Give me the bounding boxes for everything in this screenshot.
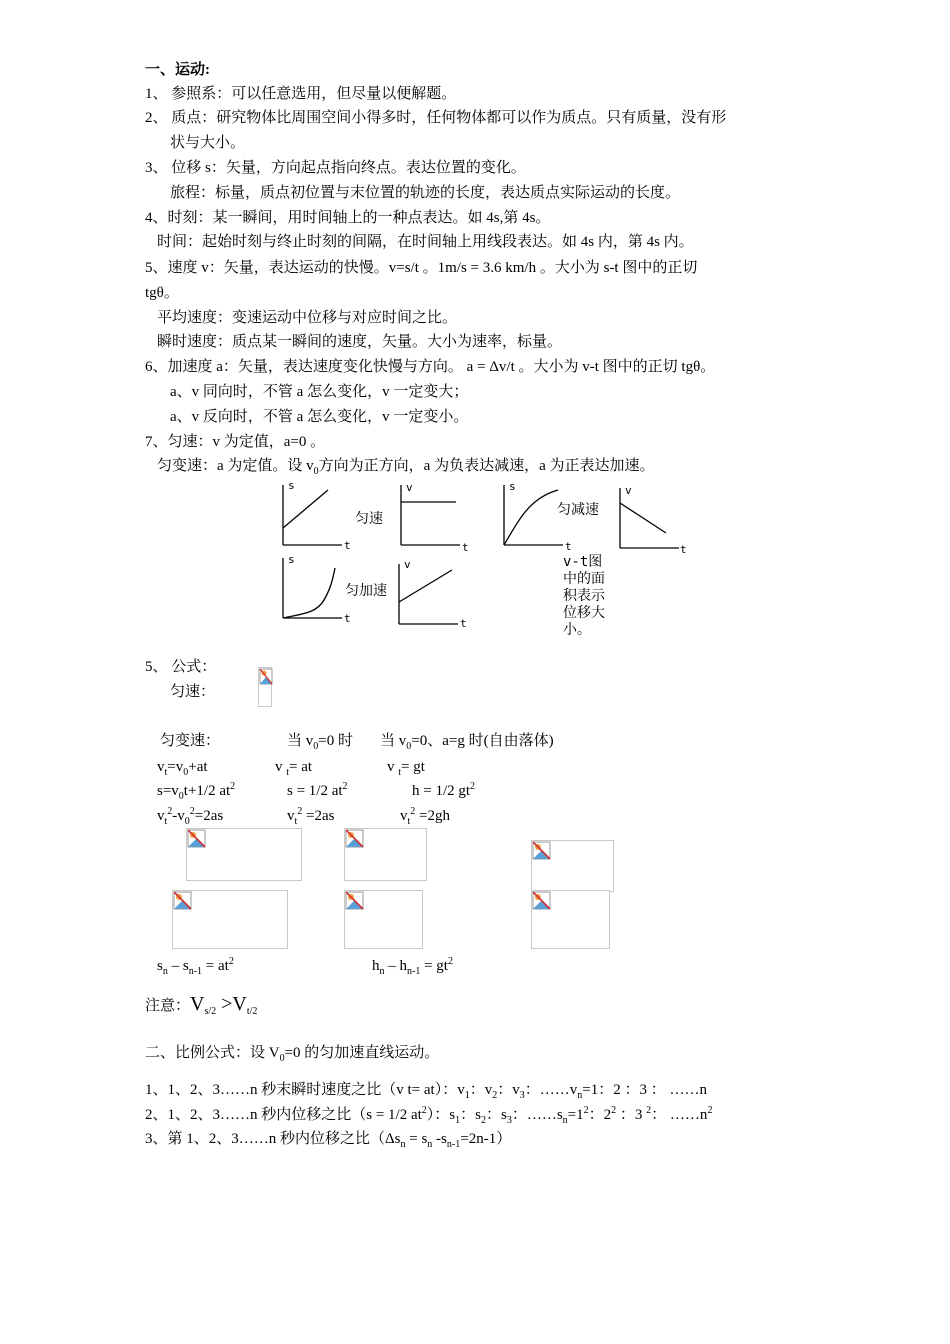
formula-velocity: $v_t=v_0+at$ [157,759,208,778]
formulas-uniform-label: 匀速： [170,684,216,700]
broken-image-icon [345,891,365,911]
graph-st-decel [504,485,563,545]
axis-label-v: v [625,484,632,497]
image-placeholder [186,828,302,881]
formula-successive-difference: $s_n - s_{n-1} = at^2$ [157,956,234,977]
item-velocity: 5、速度 v：矢量，表达运动的快慢。v=s/t 。1m/s = 3.6 km/h 。大小为 s-t 图中的正切 [145,260,698,276]
formula-displacement: $s=v_0t+1/2$ $at^2$ [157,781,236,802]
axis-label-s: s [509,480,516,493]
item-particle-cont: 状与大小。 [170,135,246,151]
item-time-interval: 时间：起始时刻与终止时刻的间隔，在时间轴上用线段表达。如 4s 内，第 4s 内。 [157,234,694,250]
ratio-successive-displacement: 3、第 1、2、3……n 秒内位移之比（$\Delta s_n = s_n$ $-s_{n-1}=2n-1$） [145,1131,512,1150]
formula-velocity-squared-v0: $v_t^2 =2as$ [287,806,335,827]
axis-label-t: t [460,617,467,630]
image-placeholder [531,890,610,949]
motion-graphs [0,0,950,660]
broken-image-icon [345,829,365,849]
formulas-v0-zero-heading: 当 $v_0=0$ 时 [287,733,353,752]
axis-label-v: v [406,481,413,494]
broken-image-icon [259,668,273,686]
item-distance: 旅程：标量，质点初位置与末位置的轨迹的长度，表达质点实际运动的长度。 [170,185,681,201]
item-uniform: 7、匀速：v 为定值，a=0 。 [145,434,326,450]
item-acceleration: 6、加速度 a：矢量，表达速度变化快慢与方向。 a = Δv/t 。大小为 v-t 图中的正切 tgθ。 [145,359,716,375]
broken-image-icon [187,829,207,849]
item-particle: 2、 质点：研究物体比周围空间小得多时，任何物体都可以作为质点。只有质量，没有形 [145,110,727,126]
axis-label-t: t [344,612,351,625]
formulas-variable-label: 匀变速： [160,733,221,749]
image-placeholder [172,890,288,949]
graph-vt-decel [620,488,679,548]
broken-image-icon [532,891,552,911]
formula-velocity-freefall: v $_t$= gt [387,759,425,778]
image-placeholder [344,828,427,881]
item-reference-frame: 1、 参照系：可以任意选用，但尽量以便解题。 [145,86,457,102]
axis-label-v: v [404,558,411,571]
axis-label-t: t [680,543,687,556]
formula-successive-difference-freefall: $h_n - h_{n-1} = gt^2$ [372,956,453,977]
section-title: 一、运动: [145,62,210,78]
note-midpoint-velocity: 注意：$V_{s/2} >V_{t/2}$ [145,993,258,1017]
formula-velocity-v0: v $_t$= at [275,759,313,778]
ratio-velocity: 1、1、2、3……n 秒末瞬时速度之比（v t= at）：$v_1$：$v_2$：$v_3$：$\dots\dots v_n=1$：2 ：3 ： ……n [145,1082,707,1101]
item-uniform-variable: 匀变速：a 为定值。设 $v_0$方向为正方向，a 为负表达减速，a 为正表达加速。 [157,458,655,477]
axis-label-s: s [288,479,295,492]
section2-title: 二、比例公式：设 $V_0=0$ 的匀加速直线运动。 [145,1045,440,1064]
image-placeholder [344,890,423,949]
item-same-direction: a、v 同向时，不管 a 怎么变化，v 一定变大； [170,384,469,400]
graph-st-accel [283,558,342,618]
graph-label-decel: 匀减速 [557,502,599,518]
axis-label-t: t [565,540,572,553]
item-moment: 4、时刻：某一瞬间，用时间轴上的一种点表达。如 4s,第 4s。 [145,210,551,226]
ratio-displacement: 2、1、2、3……n 秒内位移之比（s = 1/2 $at^2$）：$s_1$：$s_2$：$s_3$：$\dots\dots s_n=1^2$：$2^2$ ：3 $^2$： $\dots\dots n^2$ [145,1105,713,1126]
item-velocity-cont: tgθ。 [145,285,179,301]
formula-velocity-squared: $v_t^2-v_0^2=2as$ [157,806,224,827]
graph-label-accel: 匀加速 [345,583,387,599]
broken-image-icon [532,841,552,861]
item-displacement: 3、 位移 s：矢量，方向起点指向终点。表达位置的变化。 [145,160,526,176]
graph-label-uniform: 匀速 [355,511,383,527]
axis-label-t: t [344,539,351,552]
image-placeholder [531,840,614,892]
item-opposite-direction: a、v 反向时，不管 a 怎么变化，v 一定变小。 [170,409,469,425]
formula-displacement-freefall: h = 1/2 $gt^2$ [412,781,476,799]
formulas-free-fall-heading: 当 $v_0=0$、a=g 时(自由落体) [380,733,554,752]
graph-st-uniform [283,485,342,545]
formulas-heading: 5、 公式： [145,659,217,675]
item-average-velocity: 平均速度：变速运动中位移与对应时间之比。 [157,310,458,326]
formula-displacement-v0: s = 1/2 $at^2$ [287,781,348,799]
axis-label-t: t [462,541,469,554]
item-instant-velocity: 瞬时速度：质点某一瞬间的速度，矢量。大小为速率，标量。 [157,334,563,350]
graph-vt-uniform [401,485,460,545]
broken-image-icon [173,891,193,911]
axis-label-s: s [288,553,295,566]
graph-vt-accel [399,564,458,624]
area-note: v-t图 中的面 积表示 位移大 小。 [563,554,605,638]
image-placeholder [258,667,272,707]
formula-velocity-squared-freefall: $v_t^2 =2gh$ [400,806,450,827]
